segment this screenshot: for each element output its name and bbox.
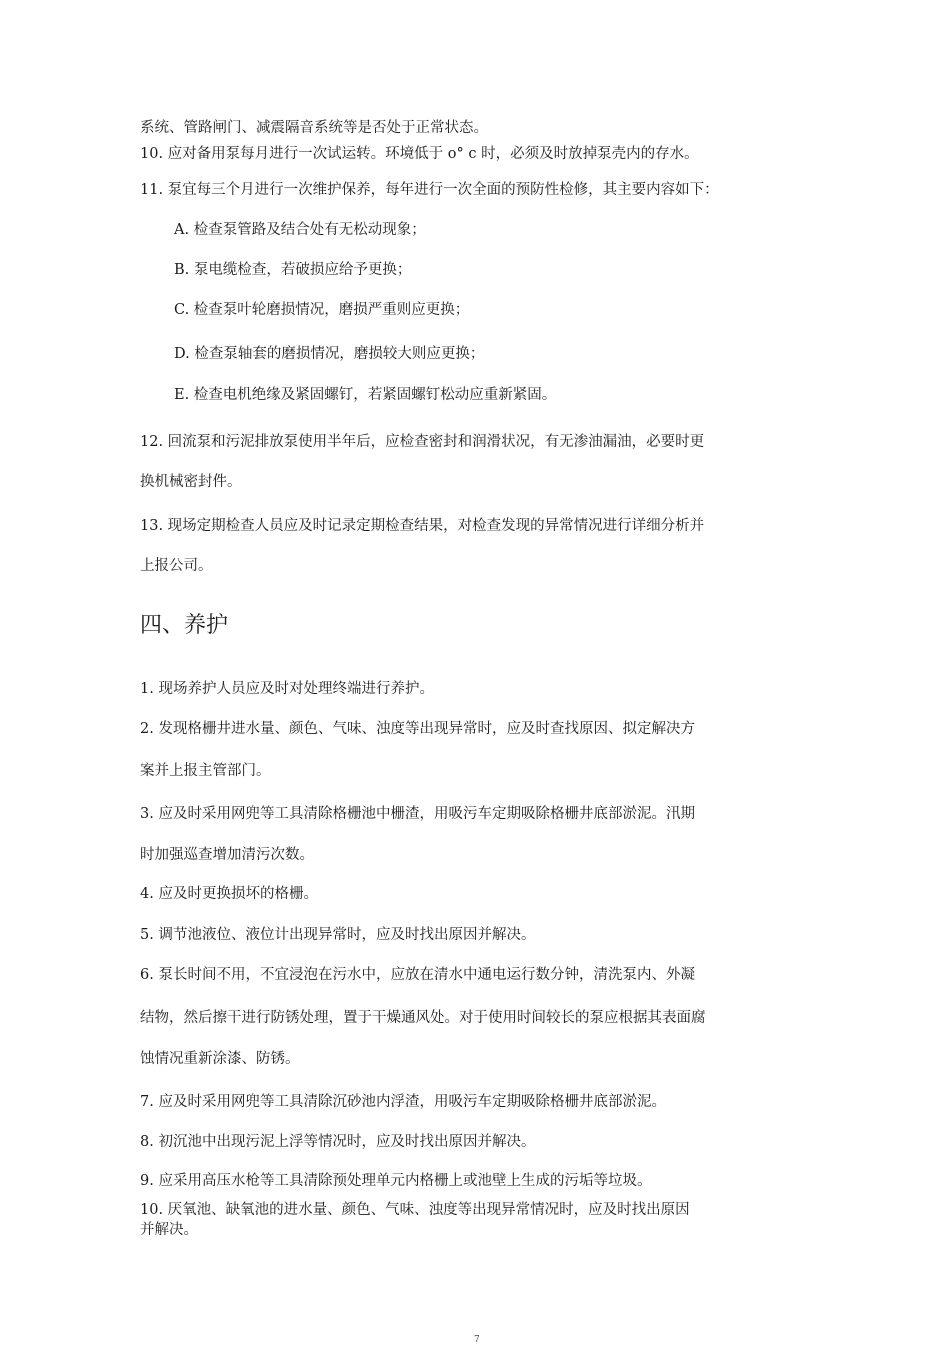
page-number: 7 — [474, 1335, 480, 1345]
item-13-line-1: 13. 现场定期检查人员应及时记录定期检查结果，对检查发现的异常情况进行详细分析并 — [140, 518, 705, 534]
item-11: 11. 泵宜每三个月进行一次维护保养，每年进行一次全面的预防性检修，其主要内容如下： — [140, 182, 719, 198]
maintenance-line-12: 8. 初沉池中出现污泥上浮等情况时，应及时找出原因并解决。 — [140, 1134, 536, 1150]
maintenance-line-11: 7. 应及时采用网兜等工具清除沉砂池内浮渣，用吸污车定期吸除格栅井底部淤泥。 — [140, 1094, 666, 1110]
maintenance-line-8: 6. 泵长时间不用，不宜浸泡在污水中，应放在清水中通电运行数分钟，清洗泵内、外凝 — [140, 967, 695, 983]
maintenance-line-6: 4. 应及时更换损坏的格栅。 — [140, 886, 318, 902]
item-12-line-1: 12. 回流泵和污泥排放泵使用半年后，应检查密封和润滑状况，有无渗油漏油，必要时更 — [140, 434, 705, 450]
maintenance-line-9: 结物，然后擦干进行防锈处理，置于干燥通风处。对于使用时间较长的泵应根据其表面腐 — [140, 1010, 706, 1026]
subitem-a: A. 检查泵管路及结合处有无松动现象； — [174, 222, 426, 238]
paragraph-continuation: 系统、管路闸门、减震隔音系统等是否处于正常状态。 — [140, 120, 488, 136]
maintenance-line-5: 时加强巡查增加清污次数。 — [140, 847, 314, 863]
item-13-line-2: 上报公司。 — [140, 558, 213, 574]
maintenance-line-13: 9. 应采用高压水枪等工具清除预处理单元内格栅上或池壁上生成的污垢等垃圾。 — [140, 1173, 652, 1189]
item-10: 10. 应对备用泵每月进行一次试运转。环境低于 o° c 时，必须及时放掉泵壳内的存水。 — [140, 146, 699, 162]
maintenance-line-7: 5. 调节池液位、液位计出现异常时，应及时找出原因并解决。 — [140, 927, 536, 943]
maintenance-line-2: 2. 发现格栅井进水量、颜色、气味、浊度等出现异常时，应及时查找原因、拟定解决方 — [140, 721, 695, 737]
subitem-d: D. 检查泵轴套的磨损情况，磨损较大则应更换； — [174, 346, 485, 362]
maintenance-line-3: 案并上报主管部门。 — [140, 763, 271, 779]
maintenance-line-4: 3. 应及时采用网兜等工具清除格栅池中栅渣，用吸污车定期吸除格栅井底部淤泥。汛期 — [140, 806, 695, 822]
section-heading: 四、养护 — [140, 613, 229, 638]
subitem-c: C. 检查泵叶轮磨损情况，磨损严重则应更换； — [174, 302, 470, 318]
maintenance-line-15: 并解决。 — [140, 1222, 198, 1238]
subitem-b: B. 泵电缆检查，若破损应给予更换； — [174, 262, 412, 278]
maintenance-line-1: 1. 现场养护人员应及时对处理终端进行养护。 — [140, 681, 434, 697]
item-12-line-2: 换机械密封件。 — [140, 474, 242, 490]
maintenance-line-14: 10. 厌氧池、缺氧池的进水量、颜色、气味、浊度等出现异常情况时，应及时找出原因 — [140, 1202, 690, 1218]
subitem-e: E. 检查电机绝缘及紧固螺钉，若紧固螺钉松动应重新紧固。 — [174, 387, 557, 403]
maintenance-line-10: 蚀情况重新涂漆、防锈。 — [140, 1051, 300, 1067]
